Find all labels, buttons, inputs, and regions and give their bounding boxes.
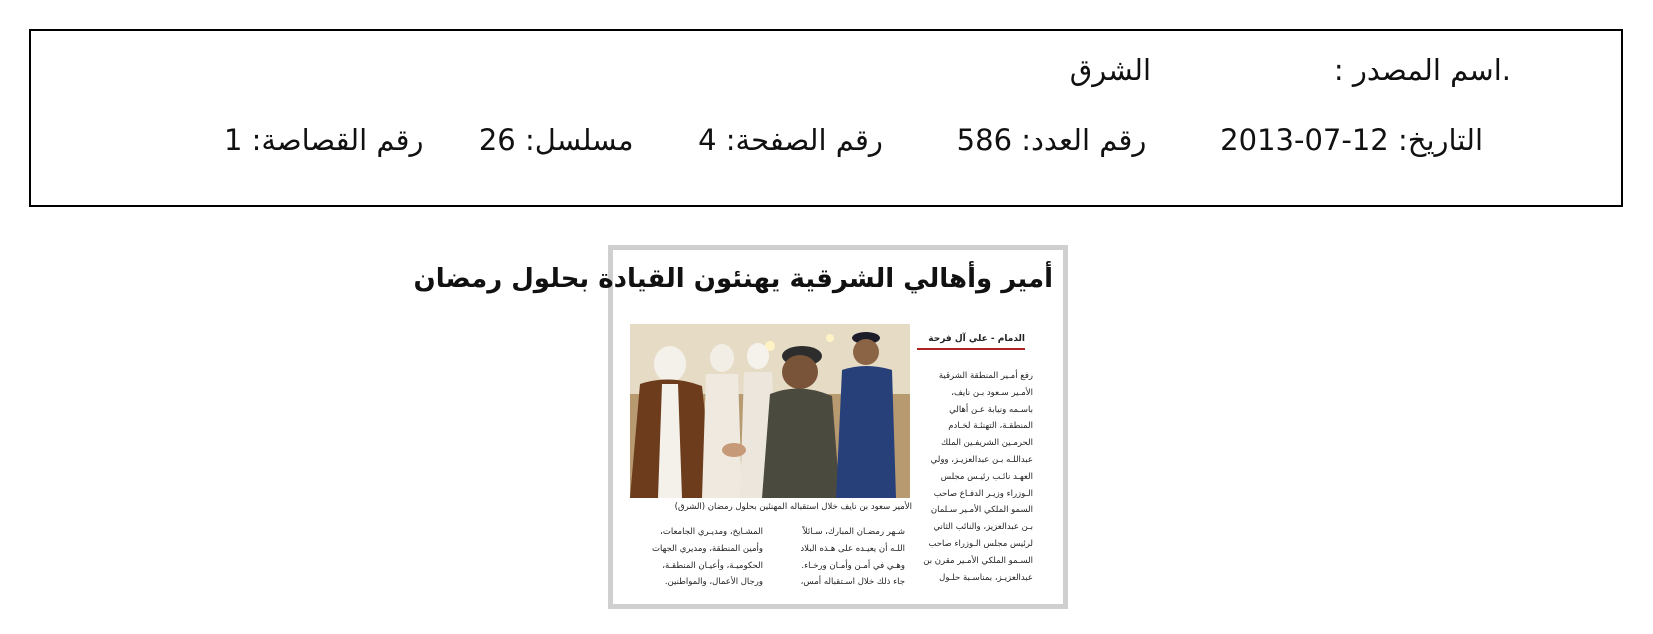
text-line: ورجال الأعمال، والمواطنين. (664, 577, 763, 588)
source-label: .اسم المصدر : (1333, 53, 1511, 87)
text-line: عبداللـه بـن عبدالعزيـز، وولي (930, 454, 1033, 465)
text-line: المنطقـة، التهنئـة لخـادم (948, 421, 1033, 432)
text-line: الحرمـين الشريفـين الملك (941, 438, 1033, 449)
text-line: اللـه أن يعيـده على هـذه البلاد (800, 543, 905, 554)
text-line: شـهر رمضـان المبارك، سـائلاً (802, 527, 905, 537)
newspaper-clipping (413, 245, 1068, 609)
text-line: المشـايخ، ومديـري الجامعات، (660, 527, 763, 537)
text-line: العهـد نائـب رئيـس مجلس (940, 471, 1033, 482)
photo-caption: الأمير سعود بن نايف خلال استقباله المهنئين بحلول رمضان (الشرق) (674, 502, 912, 512)
source-info-box (29, 29, 1623, 207)
text-line: باسـمه ونيابة عـن أهالي (949, 404, 1033, 415)
source-name: الشرق (1069, 53, 1151, 87)
text-line: وهـي في أمـن وأمـان ورخـاء. (801, 560, 905, 571)
text-line: جاء ذلك خلال اسـتقباله أمس، (800, 577, 905, 588)
text-line: الحكوميـة، وأعيـان المنطقـة، (662, 560, 763, 571)
text-line: لرئيس مجلس الـوزراء صاحب (928, 538, 1033, 549)
article-headline: أمير وأهالي الشرقية يهنئون القيادة بحلول رمضان (413, 264, 1053, 294)
article-column-right (915, 368, 1033, 586)
article-column-middle (773, 524, 905, 591)
text-line: رفع أمـير المنطقة الشرقية (938, 371, 1033, 381)
photo-illustration (630, 324, 910, 498)
article-byline: الدمام - علي آل فرحة (917, 334, 1025, 350)
text-line: وأمين المنطقة، ومديري الجهات (652, 543, 763, 554)
text-line: السـمو الملكي الأمـير مقرن بن (923, 555, 1033, 566)
text-line: الأمـير سـعود بـن نايف، (951, 387, 1033, 398)
article-photo (630, 324, 910, 498)
text-line: السمو الملكي الأمـير سـلمان (930, 505, 1033, 516)
clip-meta-line: التاريخ: 12-07-2013 رقم العدد: 586 رقم الصفحة: 4 مسلسل: 26 رقم القصاصة: 1 (223, 123, 1483, 157)
text-line: الـوزراء وزيـر الدفـاع صاحب (933, 488, 1033, 499)
text-line: عبدالعزيـز، بمناسـبة حلـول (939, 572, 1033, 583)
text-line: بـن عبدالعزيز، والنائب الثاني (933, 522, 1033, 533)
article-column-left (627, 524, 763, 591)
